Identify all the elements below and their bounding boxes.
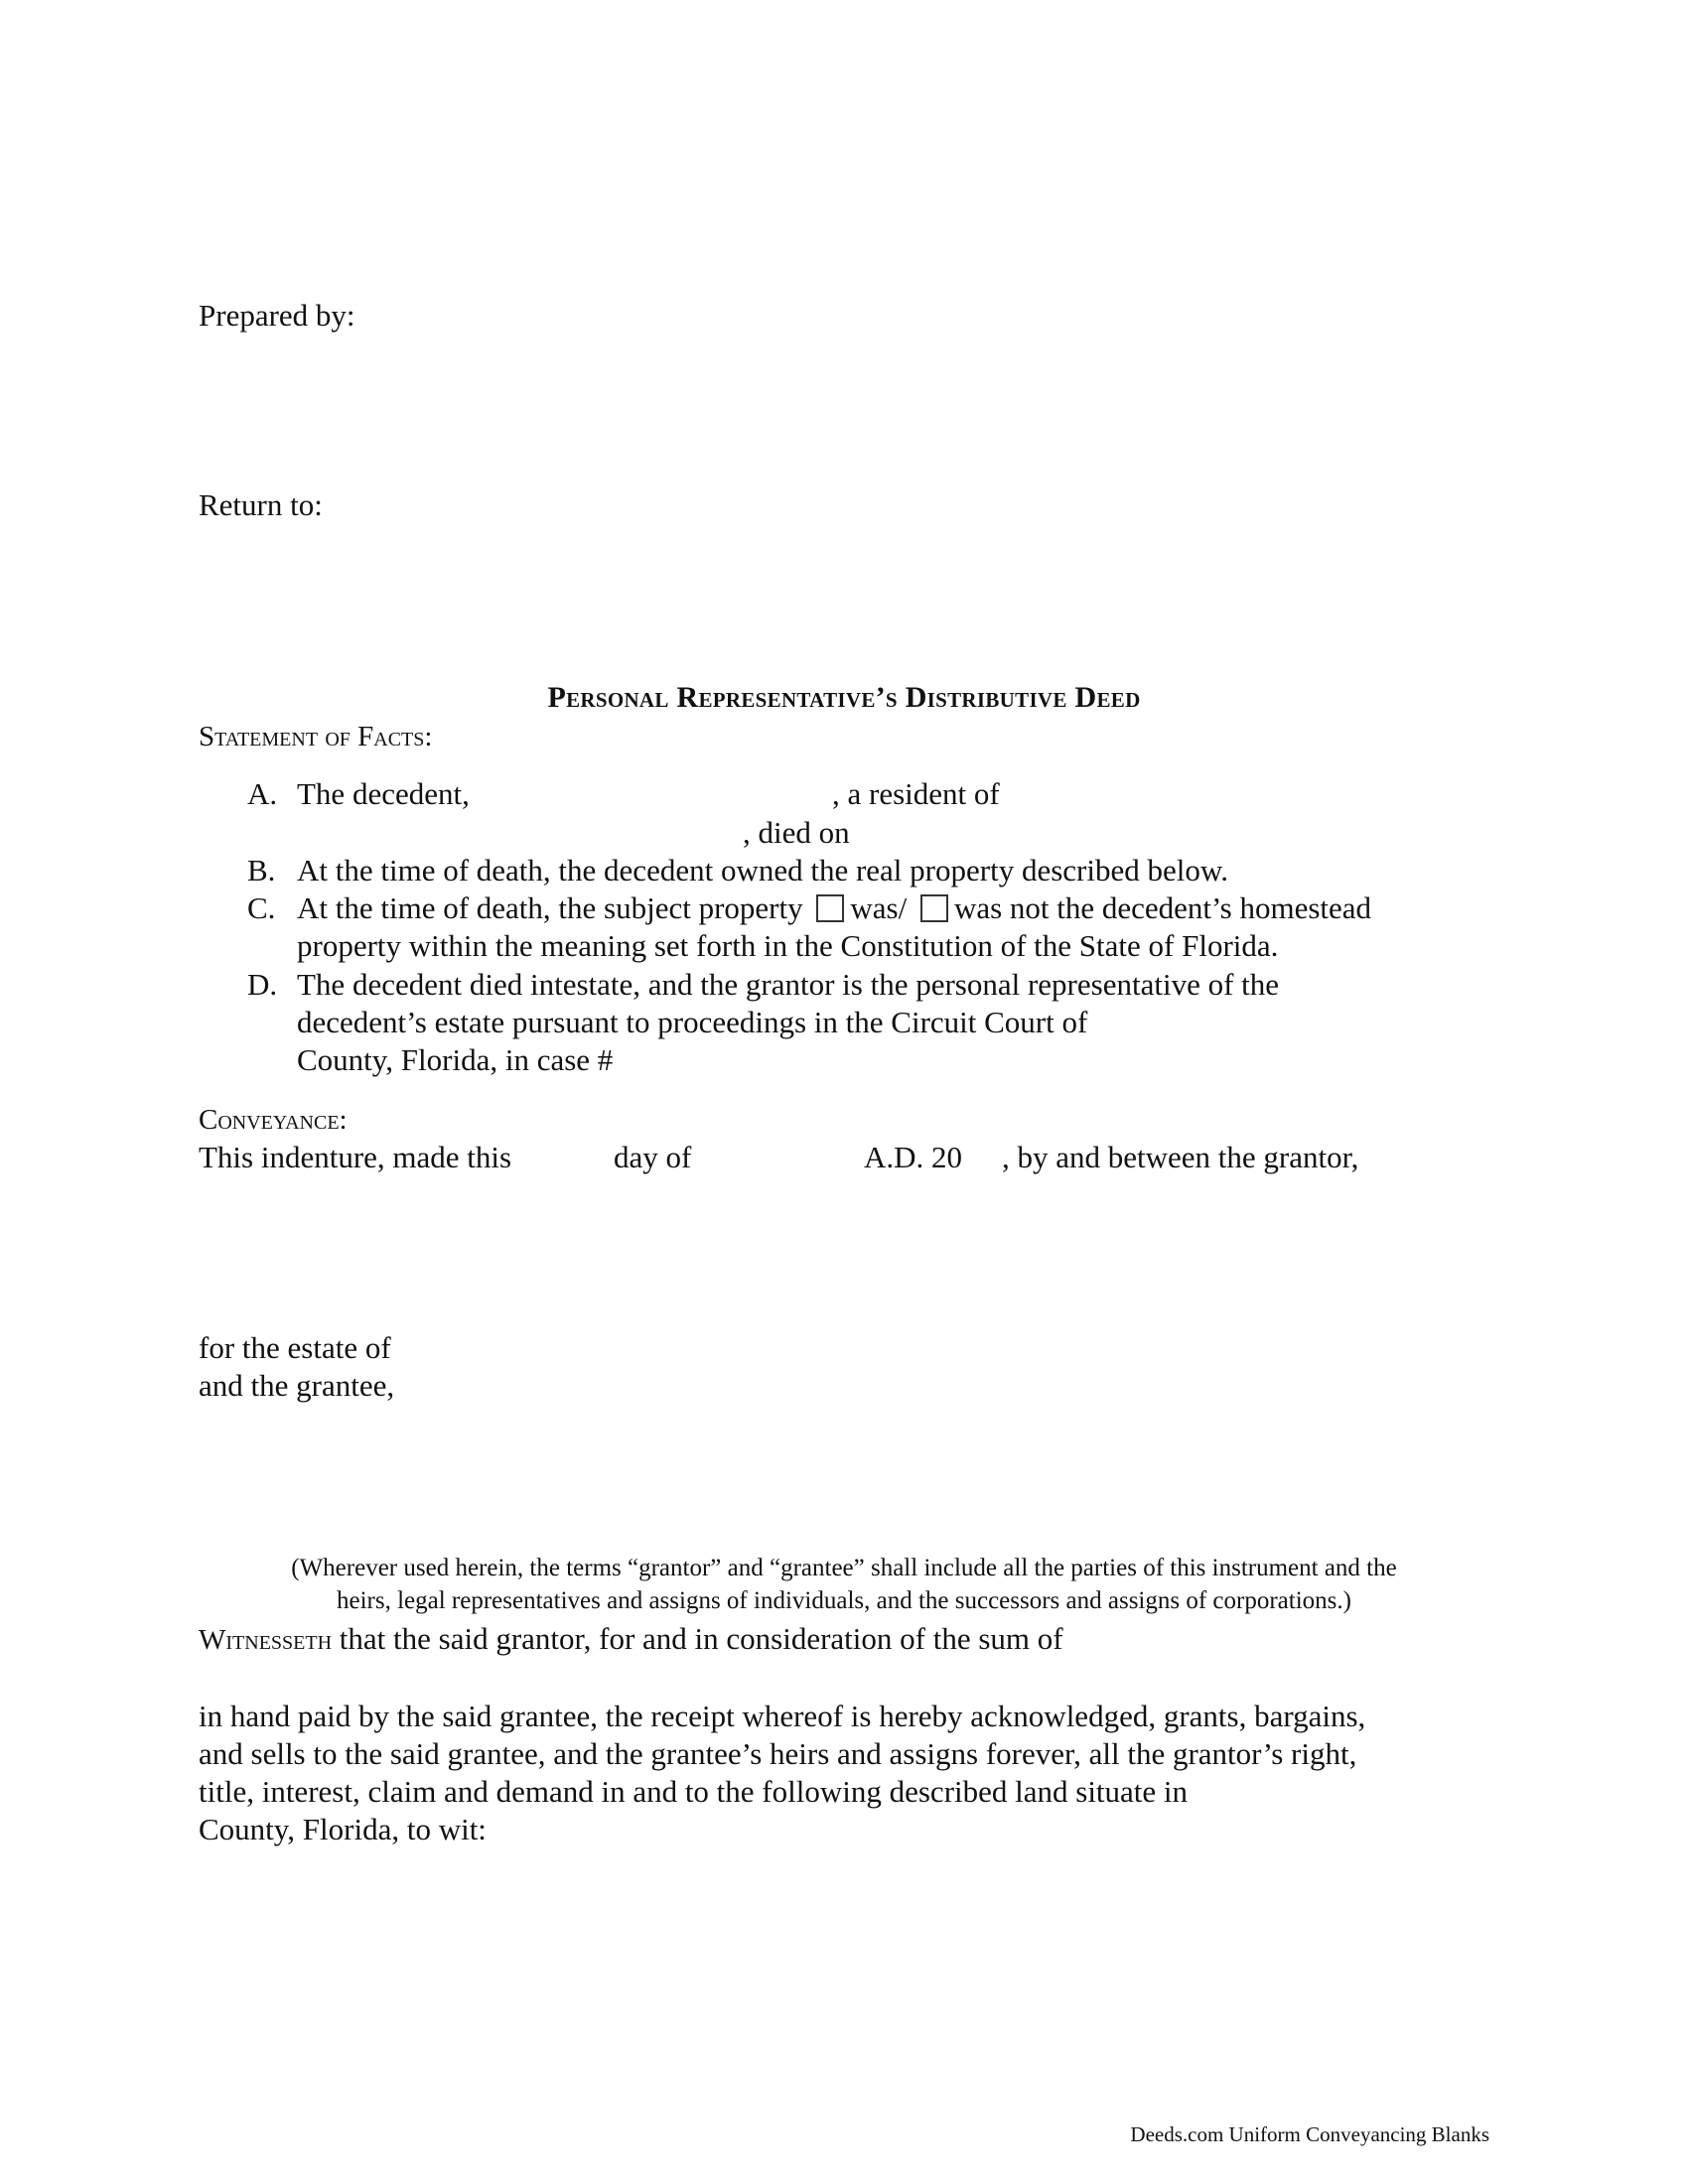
indenture-text-d: , by and between the grantor, [1002,1140,1359,1174]
fact-a-letter: A. [247,776,278,811]
fact-c-line1 [297,889,1371,927]
prepared-by-label: Prepared by: [199,298,355,333]
witnesseth-line [199,1620,1063,1659]
fact-c-letter: C. [247,890,276,925]
fact-b-letter: B. [247,853,276,887]
was-homestead-checkbox[interactable] [816,894,844,922]
fact-c-text2: property within the meaning set forth in the Constitution of the State of Florida. [297,928,1279,963]
fact-d-letter: D. [247,967,278,1002]
fact-a-text1: The decedent, [297,776,470,811]
grant-paragraph-line3: title, interest, claim and demand in and to the following described land situate in [199,1774,1189,1809]
indenture-text-a: This indenture, made this [199,1140,512,1174]
fact-d-text3: County, Florida, in case # [297,1042,614,1077]
fact-d-text1: The decedent died intestate, and the grantor is the personal representative of the [297,967,1280,1002]
fact-c-text1: At the time of death, the subject property [297,890,803,925]
statement-of-facts-heading: Statement of Facts: [199,721,433,752]
witnesseth-word: Witnesseth [199,1624,333,1656]
footer-credit: Deeds.com Uniform Conveyancing Blanks [1130,2122,1489,2146]
fact-a-text2: , a resident of [832,776,1000,811]
definition-note-line2: heirs, legal representatives and assigns of individuals, and the successors and assigns of corporations.) [337,1587,1351,1614]
was-not-option-label: was not the decedent’s homestead [953,890,1372,925]
conveyance-heading: Conveyance: [199,1104,348,1136]
grantee-text: and the grantee, [199,1368,395,1403]
estate-of-text: for the estate of [199,1330,391,1365]
indenture-text-b: day of [614,1140,692,1174]
return-to-label: Return to: [199,487,323,522]
document-title: Personal Representative’s Distributive Deed [547,681,1141,714]
was-not-homestead-checkbox[interactable] [920,894,948,922]
witnesseth-text: that the said grantor, for and in consideration of the sum of [332,1621,1063,1656]
definition-note-line1: (Wherever used herein, the terms “grantor” and “grantee” shall include all the parties of this instrument and the [291,1555,1397,1581]
fact-d-text2: decedent’s estate pursuant to proceedings in the Circuit Court of [297,1005,1088,1039]
was-option-label: was/ [850,890,908,925]
grant-paragraph-line2: and sells to the said grantee, and the grantee’s heirs and assigns forever, all the grantor’s right, [199,1736,1357,1771]
indenture-text-c: A.D. 20 [864,1140,963,1174]
fact-a-text3: , died on [743,815,850,850]
grant-paragraph-line4: County, Florida, to wit: [199,1812,487,1846]
fact-b-text: At the time of death, the decedent owned the real property described below. [297,853,1228,887]
grant-paragraph-line1: in hand paid by the said grantee, the receipt whereof is hereby acknowledged, grants, bargains, [199,1699,1366,1733]
